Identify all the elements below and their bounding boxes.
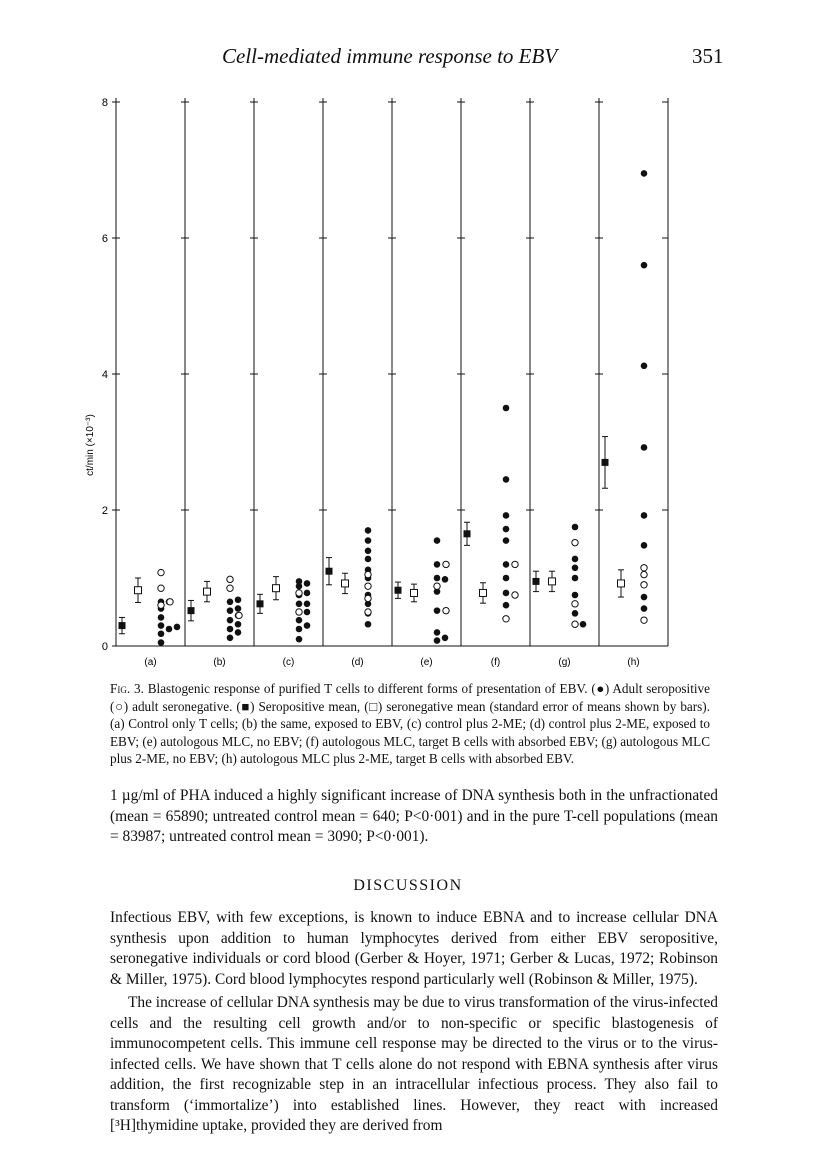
panel-b [188,576,243,668]
panel-e [395,537,450,668]
seropositive-point [235,629,242,636]
seropositive-point [580,621,587,628]
seropositive-point [572,565,579,572]
seropositive-point [365,537,372,544]
seropositive-point [503,512,510,519]
figure-caption [110,680,710,768]
seronegative-point [167,599,173,605]
scatter-chart [0,80,816,680]
category-label: (c) [282,657,295,668]
seropositive-mean-marker [257,600,264,607]
caption-text: Blastogenic response of purified T cells to different forms of presentation of EBV. (●) Adult seropositive (○) adult seronegative. (■) Seropositive mean, (□) seronegative mean (standard error of means shown by bars). (a) Control only T cells; (b) the same, exposed to EBV, (c) control plus 2-ME; (d) control plus 2-ME, exposed to EBV; (e) autologous MLC, no EBV; (f) autologous MLC, target B cells with absorbed EBV; (g) autologous MLC plus 2-ME, no EBV; (h) autologous MLC plus 2-ME, target B cells with absorbed EBV. [110,681,710,766]
seropositive-mean-marker [602,459,609,466]
seropositive-point [641,594,648,601]
seronegative-mean-marker [549,578,556,585]
y-tick-label: 8 [101,97,108,109]
seronegative-point [641,617,647,623]
seropositive-point [641,542,648,549]
seropositive-point [503,526,510,533]
category-label: (d) [351,657,364,668]
seropositive-point [572,556,579,563]
seropositive-point [235,596,242,603]
seropositive-mean-marker [119,622,126,629]
y-axis-label: ct/min (×10⁻³) [85,414,96,476]
seropositive-point [235,605,242,612]
seropositive-point [641,170,648,177]
seropositive-point [503,476,510,483]
discussion-paragraph-1: Infectious EBV, with few exceptions, is known to induce EBNA and to increase cellular DNA synthesis upon addition to human lymphocytes derived from either EBV seropositive, seronegative individuals or cord blood (Gerber & Hoyer, 1971; Gerber & Lucas, 1972; Robinson & Miller, 1975). Cord blood lymphocytes respond particularly well (Robinson & Miller, 1975). [110,909,718,988]
seropositive-point [227,617,234,624]
seropositive-point [503,405,510,412]
seropositive-point [304,590,311,597]
seropositive-point [503,602,510,609]
y-tick-label: 4 [101,369,108,381]
seropositive-point [434,637,441,644]
seropositive-point [434,575,441,582]
seronegative-point [296,609,302,615]
paragraph-pha: 1 µg/ml of PHA induced a highly significant increase of DNA synthesis both in the unfractionated (mean = 65890; untreated control mean = 640; P<0·001) and in the pure T-cell populations (mean = 83987; untreated control mean = 3090; P<0·001). [110,787,718,845]
seropositive-point [227,626,234,633]
category-label: (f) [490,657,501,668]
seropositive-point [572,575,579,582]
seropositive-point [641,605,648,612]
seropositive-point [304,580,311,587]
seropositive-mean-marker [533,578,540,585]
seronegative-point [641,565,647,571]
y-tick-label: 0 [101,641,108,653]
category-label: (b) [213,657,226,668]
seropositive-point [158,630,165,637]
running-header [0,44,816,74]
seropositive-mean-marker [188,607,195,614]
seropositive-point [641,444,648,451]
panel-f [464,405,519,668]
seropositive-point [296,617,303,624]
seropositive-point [434,561,441,568]
seropositive-point [365,621,372,628]
seronegative-mean-marker [135,587,142,594]
seronegative-mean-marker [342,580,349,587]
seronegative-mean-marker [411,589,418,596]
seropositive-point [442,576,449,583]
panel-c [257,577,311,668]
seronegative-point [503,616,509,622]
seropositive-point [503,590,510,597]
seronegative-point [158,569,164,575]
seronegative-point [434,583,440,589]
seropositive-point [166,626,173,633]
seropositive-mean-marker [464,530,471,537]
caption-lead: Fig. 3. [110,681,144,696]
seronegative-point [227,576,233,582]
seronegative-mean-marker [480,589,487,596]
seropositive-point [572,524,579,531]
y-tick-label: 6 [101,233,108,245]
seropositive-point [503,575,510,582]
seronegative-point [296,590,302,596]
discussion-paragraph-2: The increase of cellular DNA synthesis may be due to virus transformation of the virus-infected cells and the resulting cell growth and/or to non-specific or specific blastogenesis of immunocompetent cells. This immune cell response may be directed to the virus or to the virus-infected cells. We have shown that T cells alone do not respond with EBNA synthesis after virus addition, the first recognizable step in an intracellular infectious process. They also fail to transform (‘immortalize’) into established lines. However, they react with increased [³H]thymidine uptake, provided they are derived from [110,994,718,1134]
seronegative-point [365,571,371,577]
seropositive-point [304,622,311,629]
seronegative-point [512,561,518,567]
seropositive-point [296,636,303,643]
panel-a [119,569,181,668]
seronegative-point [443,561,449,567]
seronegative-mean-marker [204,588,211,595]
seropositive-point [304,609,311,616]
seronegative-point [365,609,371,615]
seronegative-point [641,582,647,588]
category-label: (h) [627,657,640,668]
seronegative-point [236,612,242,618]
seropositive-point [296,626,303,633]
seropositive-point [641,363,648,370]
section-heading-discussion: DISCUSSION [353,877,463,894]
seronegative-mean-marker [273,585,280,592]
category-label: (e) [420,657,433,668]
seropositive-point [365,527,372,534]
seropositive-point [442,635,449,642]
seropositive-point [174,624,181,631]
seropositive-point [304,601,311,608]
seronegative-point [572,601,578,607]
seropositive-point [434,537,441,544]
seronegative-point [572,539,578,545]
seropositive-point [503,561,510,568]
seronegative-point [512,592,518,598]
category-label: (g) [558,657,571,668]
seropositive-point [227,635,234,642]
seropositive-point [365,548,372,555]
seropositive-point [158,622,165,629]
seropositive-point [434,607,441,614]
seropositive-point [296,578,303,585]
panel-h [602,170,648,668]
seronegative-point [365,595,371,601]
seronegative-point [227,585,233,591]
seropositive-point [296,601,303,608]
seronegative-point [158,602,164,608]
seropositive-point [641,262,648,269]
running-title: Cell-mediated immune response to EBV [222,44,558,68]
seropositive-point [641,512,648,519]
y-tick-label: 2 [101,505,108,517]
seropositive-point [227,607,234,614]
figure-3 [0,80,816,680]
seropositive-point [434,629,441,636]
seronegative-point [365,583,371,589]
seropositive-point [227,599,234,606]
seronegative-point [443,607,449,613]
category-label: (a) [144,657,157,668]
seropositive-point [158,614,165,621]
panel-d [326,527,372,668]
seropositive-mean-marker [326,568,333,575]
seropositive-point [158,639,165,646]
seronegative-point [572,621,578,627]
seropositive-point [572,610,579,617]
page-number: 351 [692,44,724,68]
seronegative-point [158,585,164,591]
seronegative-point [641,571,647,577]
seropositive-point [365,556,372,563]
seropositive-mean-marker [395,587,402,594]
seronegative-mean-marker [618,580,625,587]
seropositive-point [235,621,242,628]
seropositive-point [572,592,579,599]
seropositive-point [503,537,510,544]
